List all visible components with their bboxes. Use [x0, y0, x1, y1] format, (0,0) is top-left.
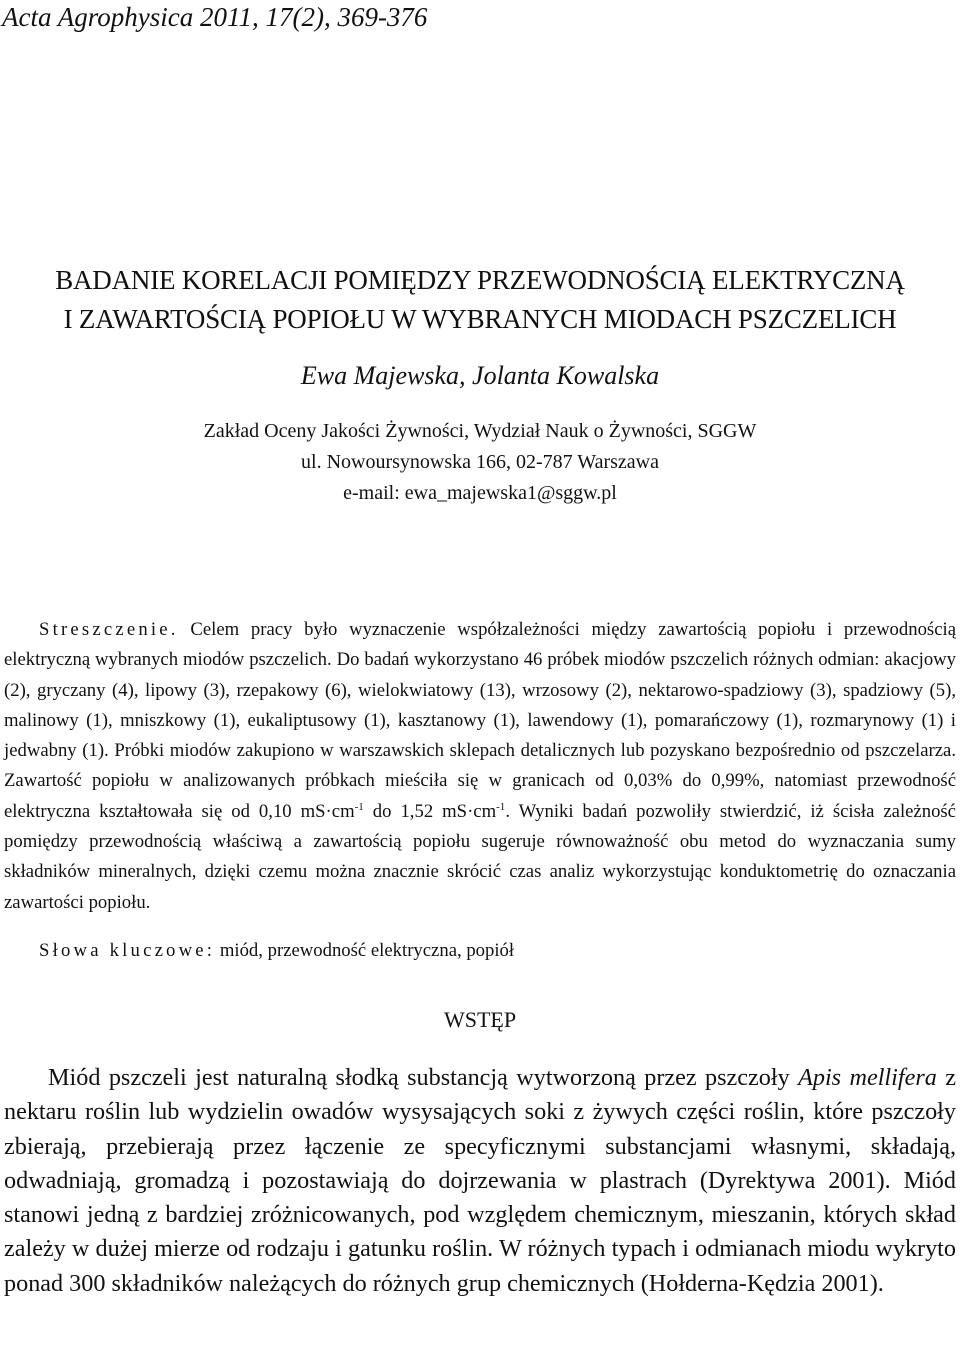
abstract-label: Streszczenie. — [39, 619, 179, 640]
abstract-superscript-1: -1 — [354, 800, 364, 813]
journal-citation: Acta Agrophysica 2011, 17(2), 369-376 — [2, 2, 428, 32]
affiliation-line-1: Zakład Oceny Jakości Żywności, Wydział Nauk o Żywności, SGGW — [203, 420, 757, 442]
introduction-paragraph — [4, 1061, 956, 1301]
affiliation-email: e-mail: ewa_majewska1@sggw.pl — [343, 482, 617, 504]
species-name: Apis mellifera — [798, 1064, 937, 1091]
abstract-superscript-2: -1 — [496, 800, 506, 813]
keywords-text: miód, przewodność elektryczna, popiół — [215, 940, 515, 961]
section-heading: WSTĘP — [443, 1007, 517, 1032]
abstract-text-part-1: Celem pracy było wyznaczenie współzależności między zawartością popiołu i przewodnością elektryczną wybranych miodów pszczelich. Do badań wykorzystano 46 próbek miodów pszczelich różnych odmian: akacjowy (2), gryczany (4), lipowy (3), rzepakowy (6), wielokwiatowy (13), wrzosowy (2), nektarowo-spadziowy (3), spadziowy (5), malinowy (1), mniszkowy (1), eukaliptusowy (1), kasztanowy (1), lawendowy (1), pomarańczowy (1), rozmarynowy (1) i jedwabny (1). Próbki miodów zakupiono w warszawskich sklepach detalicznych lub pozyskano bezpośrednio od pszczelarza. Zawartość popiołu w analizowanych próbkach mieściła się w granicach od 0,03% do 0,99%, natomiast przewodność elektryczna kształtowała się od 0,10 mS·cm — [4, 619, 956, 822]
abstract-text-part-2: do 1,52 mS·cm — [363, 800, 497, 822]
keywords-label: Słowa kluczowe: — [39, 940, 216, 961]
introduction — [4, 1061, 956, 1301]
intro-text-rest: z nektaru roślin lub wydzielin owadów wysysających soki z żywych części roślin, które pszczoły zbierają, przebierają przez łączenie ze specyficznymi substancjami własnymi, składają, odwadniają, gromadzą i pozostawiają do dojrzewania w plastrach (Dyrektywa 2001). Miód stanowi jedną z bardziej zróżnicowanych, pod względem chemicznym, mieszanin, których skład zależy w dużej mierze od rodzaju i gatunku roślin. W różnych typach i odmianach miodu wykryto ponad 300 składników należących do różnych grup chemicznych (Hołderna-Kędzia 2001). — [4, 1064, 956, 1297]
paper-title-line-2: I ZAWARTOŚCIĄ POPIOŁU W WYBRANYCH MIODACH PSZCZELICH — [63, 304, 897, 334]
paper-title-line-1: BADANIE KORELACJI POMIĘDZY PRZEWODNOŚCIĄ ELEKTRYCZNĄ — [55, 265, 905, 295]
abstract-paragraph — [4, 615, 956, 918]
abstract — [4, 615, 956, 918]
affiliation-address: ul. Nowoursynowska 166, 02-787 Warszawa — [301, 451, 659, 473]
authors: Ewa Majewska, Jolanta Kowalska — [300, 361, 660, 390]
keywords — [39, 940, 514, 962]
abstract-text-part-3: . Wyniki badań pozwoliły stwierdzić, iż ścisła zależność pomiędzy przewodnością właściwą a zawartością popiołu sugeruje równoważność obu metod do wyznaczania sumy składników mineralnych, dzięki czemu można znacznie skrócić czas analiz wykorzystując konduktometrię do oznaczania zawartości popiołu. — [4, 800, 956, 913]
intro-text-start: Miód pszczeli jest naturalną słodką substancją wytworzoną przez pszczoły — [48, 1064, 799, 1091]
